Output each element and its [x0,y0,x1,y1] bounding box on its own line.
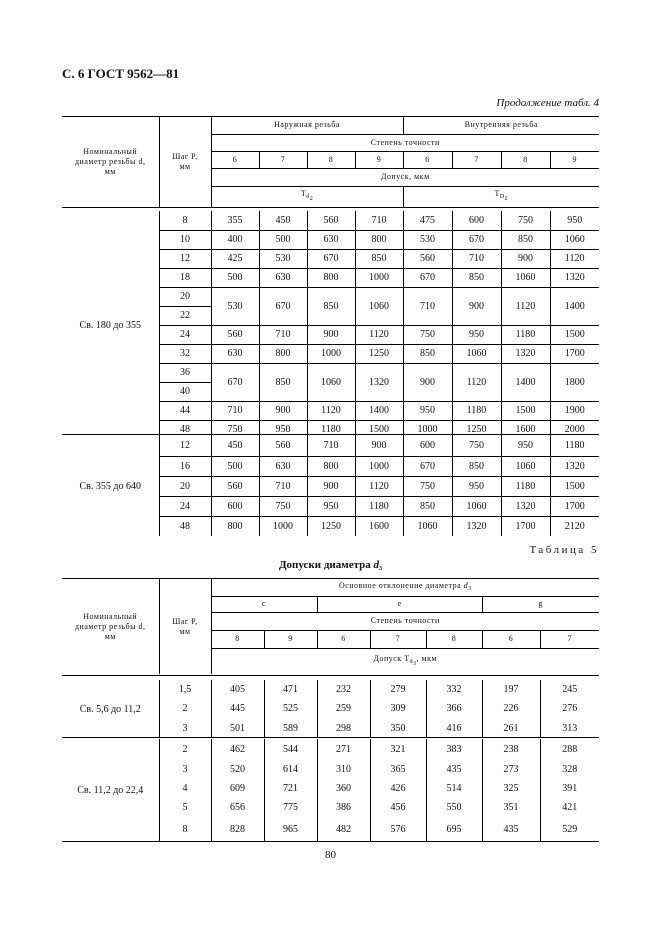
value-cell: 355 [211,211,259,230]
value-cell: 828 [211,817,264,841]
value-cell: 259 [317,698,370,718]
value-cell: 750 [403,325,452,344]
value-cell: 232 [317,680,370,698]
value-cell: 1120 [307,401,355,420]
value-cell: 1000 [403,420,452,439]
value-cell: 462 [211,739,264,759]
value-cell: 950 [307,496,355,516]
table5-grade: 8 [211,630,264,648]
value-cell: 710 [452,249,501,268]
value-cell: 1000 [307,344,355,363]
table4-grade: 6 [211,151,259,168]
value-cell: 710 [307,436,355,456]
continuation-label: Продолжение табл. 4 [496,97,599,109]
value-cell: 1900 [550,401,599,420]
value-cell: 456 [370,798,426,817]
pitch-cell: 24 [159,325,211,344]
table4-grade: 7 [452,151,501,168]
value-cell: 1400 [501,363,550,401]
value-cell: 475 [403,211,452,230]
table4-diameter-cell: Св. 180 до 355 [79,319,141,331]
pitch-cell: 12 [159,436,211,456]
pitch-cell: 10 [159,230,211,249]
value-cell: 1500 [550,325,599,344]
page-number: 80 [325,849,336,861]
table4-header-tolerance: Допуск, мкм [211,168,599,186]
value-cell: 850 [259,363,307,401]
value-cell: 435 [482,817,540,841]
value-cell: 238 [482,739,540,759]
deviation-c: c [211,596,317,612]
page-header: С. 6 ГОСТ 9562—81 [62,66,180,81]
value-cell: 695 [426,817,482,841]
value-cell: 670 [307,249,355,268]
value-cell: 600 [403,436,452,456]
value-cell: 1250 [307,516,355,536]
value-cell: 1060 [403,516,452,536]
value-cell: 1000 [259,516,307,536]
value-cell: 900 [501,249,550,268]
pitch-cell: 48 [159,516,211,536]
value-cell: 950 [452,325,501,344]
deviation-e: e [317,596,482,612]
value-cell: 1320 [355,363,403,401]
table4-header-internal: Внутренняя резьба [403,117,599,134]
value-cell: 450 [259,211,307,230]
value-cell: 850 [452,456,501,476]
pitch-cell: 20 [159,476,211,496]
value-cell: 589 [264,718,317,738]
value-cell: 710 [259,476,307,496]
value-cell: 670 [211,363,259,401]
pitch-cell: 2 [159,739,211,759]
value-cell: 271 [317,739,370,759]
pitch-cell: 16 [159,456,211,476]
value-cell: 309 [370,698,426,718]
value-cell: 1320 [501,496,550,516]
pitch-cell: 48 [159,420,211,439]
pitch-cell: 8 [159,817,211,841]
value-cell: 1180 [452,401,501,420]
table5-header-pitch: Шаг P, мм [159,579,211,674]
table5-label: Таблица 5 [529,544,599,556]
pitch-cell: 20 [159,287,211,306]
table5-header-accuracy: Степень точности [211,612,599,630]
value-cell: 600 [211,496,259,516]
table5-header [62,579,599,674]
value-cell: 1060 [501,268,550,287]
value-cell: 1320 [550,456,599,476]
value-cell: 520 [211,759,264,779]
value-cell: 800 [307,456,355,476]
value-cell: 614 [264,759,317,779]
value-cell: 950 [403,401,452,420]
value-cell: 529 [540,817,599,841]
table5-grade: 6 [317,630,370,648]
table5-title: Допуски диаметра $d_3$ [278,559,383,572]
value-cell: 1320 [550,268,599,287]
value-cell: 721 [264,779,317,798]
table4-grade: 8 [307,151,355,168]
value-cell: 609 [211,779,264,798]
table4-header-accuracy: Степень точности [211,134,599,151]
value-cell: 2120 [550,516,599,536]
value-cell: 197 [482,680,540,698]
value-cell: 670 [403,268,452,287]
value-cell: 500 [211,456,259,476]
value-cell: 276 [540,698,599,718]
value-cell: 1060 [452,496,501,516]
value-cell: 405 [211,680,264,698]
value-cell: 600 [452,211,501,230]
value-cell: 710 [211,401,259,420]
value-cell: 710 [403,287,452,325]
value-cell: 514 [426,779,482,798]
value-cell: 1500 [355,420,403,439]
value-cell: 1400 [355,401,403,420]
value-cell: 850 [403,496,452,516]
value-cell: 435 [426,759,482,779]
table4-header-pitch: Шаг P, мм [159,117,211,207]
value-cell: 426 [370,779,426,798]
pitch-cell: 32 [159,344,211,363]
value-cell: 530 [403,230,452,249]
value-cell: 482 [317,817,370,841]
value-cell: 1320 [501,344,550,363]
table4-group [62,211,599,439]
value-cell: 471 [264,680,317,698]
value-cell: 421 [540,798,599,817]
value-cell: 560 [307,211,355,230]
table4-header-external: Наружная резьба [211,117,403,134]
value-cell: 710 [259,325,307,344]
value-cell: 630 [307,230,355,249]
value-cell: 550 [426,798,482,817]
value-cell: 226 [482,698,540,718]
value-cell: 800 [355,230,403,249]
value-cell: 1500 [501,401,550,420]
value-cell: 288 [540,739,599,759]
value-cell: 1400 [550,287,599,325]
value-cell: 1500 [550,476,599,496]
value-cell: 900 [403,363,452,401]
table5-diameter-cell: Св. 11,2 до 22,4 [77,784,144,796]
pitch-cell: 44 [159,401,211,420]
pitch-cell: 4 [159,779,211,798]
value-cell: 1060 [501,456,550,476]
pitch-cell: 2 [159,698,211,718]
value-cell: 360 [317,779,370,798]
value-cell: 900 [452,287,501,325]
value-cell: 656 [211,798,264,817]
pitch-cell: 8 [159,211,211,230]
table5-header-deviation: Основное отклонение диаметра $d_3$ [211,579,599,596]
value-cell: 850 [501,230,550,249]
value-cell: 560 [259,436,307,456]
value-cell: 750 [452,436,501,456]
value-cell: 416 [426,718,482,738]
table5-header-rule [62,675,599,676]
pitch-cell: 24 [159,496,211,516]
value-cell: 450 [211,436,259,456]
value-cell: 1120 [355,325,403,344]
value-cell: 900 [355,436,403,456]
value-cell: 710 [355,211,403,230]
value-cell: 391 [540,779,599,798]
value-cell: 1180 [501,476,550,496]
value-cell: 530 [211,287,259,325]
value-cell: 332 [426,680,482,698]
value-cell: 670 [452,230,501,249]
table4-header-tol-external: $T_{d_2}$ [211,186,403,207]
value-cell: 1250 [355,344,403,363]
table4-group [62,436,599,536]
table5-grade: 9 [264,630,317,648]
value-cell: 670 [259,287,307,325]
value-cell: 383 [426,739,482,759]
value-cell: 950 [501,436,550,456]
value-cell: 1600 [355,516,403,536]
value-cell: 298 [317,718,370,738]
value-cell: 351 [482,798,540,817]
value-cell: 1060 [307,363,355,401]
table5-grade: 8 [426,630,482,648]
value-cell: 544 [264,739,317,759]
value-cell: 800 [211,516,259,536]
value-cell: 630 [259,456,307,476]
table5-group [62,739,599,841]
value-cell: 950 [452,476,501,496]
value-cell: 560 [211,325,259,344]
pitch-cell: 22 [159,306,211,325]
value-cell: 525 [264,698,317,718]
table5-header-diameter: Номинальный диаметр резьбы d, мм [74,611,146,641]
value-cell: 560 [403,249,452,268]
value-cell: 365 [370,759,426,779]
value-cell: 1180 [501,325,550,344]
value-cell: 630 [211,344,259,363]
value-cell: 366 [426,698,482,718]
value-cell: 530 [259,249,307,268]
value-cell: 1800 [550,363,599,401]
value-cell: 850 [307,287,355,325]
value-cell: 576 [370,817,426,841]
value-cell: 1120 [452,363,501,401]
table5-grade: 7 [370,630,426,648]
table5-header-tolerance: Допуск $T_{d_3}$, мкм [211,648,599,674]
value-cell: 900 [307,325,355,344]
value-cell: 850 [355,249,403,268]
value-cell: 750 [211,420,259,439]
table5-grade: 7 [540,630,599,648]
table4-header-rule [62,207,599,208]
value-cell: 2000 [550,420,599,439]
pitch-cell: 1,5 [159,680,211,698]
value-cell: 1700 [550,344,599,363]
value-cell: 1700 [550,496,599,516]
pitch-cell: 12 [159,249,211,268]
value-cell: 1000 [355,456,403,476]
value-cell: 950 [550,211,599,230]
value-cell: 245 [540,680,599,698]
value-cell: 850 [452,268,501,287]
value-cell: 900 [259,401,307,420]
value-cell: 400 [211,230,259,249]
value-cell: 501 [211,718,264,738]
value-cell: 1180 [550,436,599,456]
table5-bottom-rule [62,841,599,842]
value-cell: 950 [259,420,307,439]
deviation-g: g [482,596,599,612]
value-cell: 1180 [307,420,355,439]
value-cell: 750 [403,476,452,496]
value-cell: 1120 [550,249,599,268]
value-cell: 1120 [501,287,550,325]
value-cell: 750 [501,211,550,230]
table4-group-divider [62,434,599,435]
value-cell: 1250 [452,420,501,439]
value-cell: 261 [482,718,540,738]
value-cell: 1320 [452,516,501,536]
value-cell: 750 [259,496,307,516]
value-cell: 500 [259,230,307,249]
value-cell: 279 [370,680,426,698]
value-cell: 1060 [452,344,501,363]
value-cell: 630 [259,268,307,287]
value-cell: 775 [264,798,317,817]
value-cell: 1600 [501,420,550,439]
table4-header-tol-internal: $T_{D_2}$ [403,186,599,207]
value-cell: 386 [317,798,370,817]
value-cell: 445 [211,698,264,718]
value-cell: 328 [540,759,599,779]
pitch-cell: 36 [159,363,211,382]
pitch-cell: 18 [159,268,211,287]
value-cell: 850 [403,344,452,363]
value-cell: 310 [317,759,370,779]
value-cell: 1700 [501,516,550,536]
value-cell: 350 [370,718,426,738]
table5-grade: 6 [482,630,540,648]
pitch-cell: 3 [159,759,211,779]
table4-grade: 6 [403,151,452,168]
value-cell: 1060 [550,230,599,249]
table5-group [62,680,599,738]
table5-diameter-cell: Св. 5,6 до 11,2 [79,703,141,715]
table4-grade: 9 [355,151,403,168]
value-cell: 313 [540,718,599,738]
table4-diameter-cell: Св. 355 до 640 [79,480,141,492]
value-cell: 425 [211,249,259,268]
value-cell: 800 [307,268,355,287]
value-cell: 560 [211,476,259,496]
pitch-cell: 5 [159,798,211,817]
pitch-cell: 40 [159,382,211,401]
value-cell: 325 [482,779,540,798]
table5-group-divider [62,737,599,738]
table4-header-diameter: Номинальный диаметр резьбы d, мм [74,147,146,176]
table4-grade: 7 [259,151,307,168]
value-cell: 670 [403,456,452,476]
value-cell: 1060 [355,287,403,325]
table4-grade: 8 [501,151,550,168]
value-cell: 1180 [355,496,403,516]
value-cell: 1000 [355,268,403,287]
value-cell: 900 [307,476,355,496]
value-cell: 1120 [355,476,403,496]
table4-header [62,117,599,207]
pitch-cell: 3 [159,718,211,738]
value-cell: 321 [370,739,426,759]
table4-grade: 9 [550,151,599,168]
value-cell: 273 [482,759,540,779]
value-cell: 800 [259,344,307,363]
value-cell: 500 [211,268,259,287]
value-cell: 965 [264,817,317,841]
